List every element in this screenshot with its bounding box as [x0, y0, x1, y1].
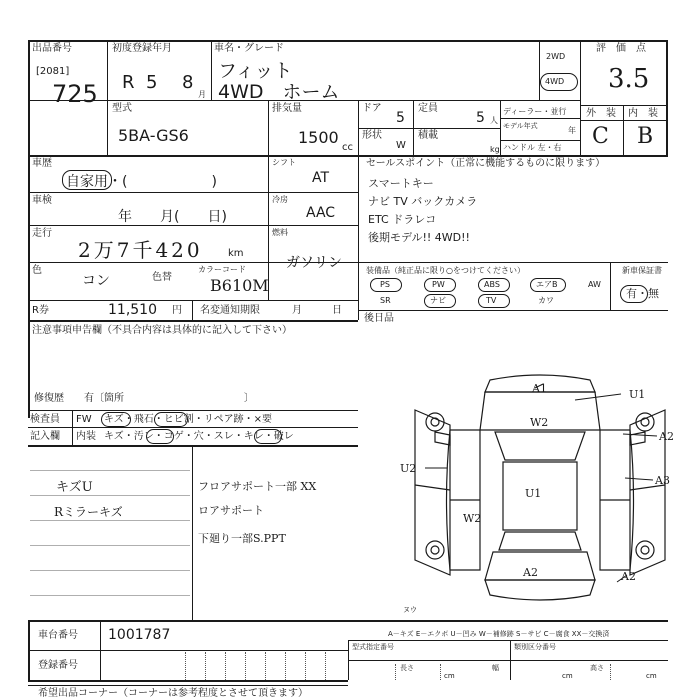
equip-pw: PW [432, 280, 445, 289]
notes-title: 注意事項申告欄（不具合内容は具体的に記入して下さい） [32, 325, 292, 336]
model-label: 型式 [112, 103, 132, 114]
length-label: 長さ [400, 664, 414, 672]
inspector-label2: 記入欄 [30, 431, 60, 442]
height-label: 高さ [590, 664, 604, 672]
diagram-label-a1: A1 [532, 382, 547, 395]
shape-value: W [396, 140, 406, 151]
km-unit: km [228, 248, 244, 259]
note-right-1: フロアサポート一部 XX [198, 480, 317, 493]
capacity-value: 5 [476, 110, 485, 126]
size-label-1: 型式指定番号 [352, 643, 394, 651]
diagram-label-w2-left: W2 [463, 512, 482, 525]
reg-no-label: 登録番号 [38, 660, 78, 671]
color-label: 色 [32, 265, 42, 276]
deadline-value: 月 日 [292, 305, 342, 316]
recycle-value: 11,510 [108, 302, 157, 318]
color-change-label: 色替 [152, 272, 172, 283]
drive-2wd: 2WD [546, 52, 566, 61]
equip-tv: TV [486, 296, 497, 305]
interior-grade: B [637, 124, 654, 149]
doors-value: 5 [396, 110, 405, 126]
note-right-2: ロアサポート [198, 504, 264, 517]
inspector-label: 検査員 [30, 414, 60, 425]
exterior-label: 外 装 [586, 108, 616, 119]
inspector-kizu-circle [101, 412, 131, 427]
height-cm: cm [646, 672, 657, 680]
color-code-label: カラーコード [198, 265, 246, 274]
inspector-tobiishi-circle [154, 412, 188, 427]
diagram-label-a2-right: A2 [659, 430, 674, 443]
yen-unit: 円 [172, 305, 182, 316]
model-year-label: モデル年式 [503, 122, 538, 130]
inspector-row2-tag: 内装 [76, 431, 96, 442]
sales-point-2: ナビ TV バックカメラ [368, 195, 478, 208]
sales-point-1: スマートキー [368, 177, 434, 190]
car-grade: 4WD ホーム [218, 81, 340, 103]
length-cm: cm [444, 672, 455, 680]
history-label: 車歴 [32, 158, 52, 169]
damage-legend: A－キズ E－エクボ U－凹み W－補修跡 S－サビ C－腐食 XX－交換済 [388, 630, 610, 638]
shape-label: 形状 [362, 130, 382, 141]
inspector-yogore-circle [146, 429, 174, 444]
shift-label: シフト [272, 158, 296, 167]
reg-era: R [122, 72, 135, 93]
history-value: 自家用・( ) [66, 174, 217, 190]
color-code-value: B610M [210, 276, 269, 295]
equip-sr: SR [380, 296, 391, 305]
diagram-label-a2-rear: A2 [523, 566, 538, 579]
equip-leather: カワ [538, 296, 554, 305]
note-left-1: キズU [56, 480, 93, 495]
diagram-label-a3: A3 [655, 474, 670, 487]
car-damage-diagram [395, 370, 685, 615]
equip-aw: AW [588, 280, 601, 289]
person-unit: 人 [490, 116, 498, 125]
diagram-label-w2-top: W2 [530, 416, 549, 429]
equip-airbag: エアB [536, 280, 558, 289]
equip-navi: ナビ [430, 296, 446, 305]
equip-abs: ABS [484, 280, 500, 289]
diagram-label-u2: U2 [400, 462, 417, 475]
name-label: 車名・グレード [214, 43, 284, 54]
sales-point-4: 後期モデル!! 4WD!! [368, 231, 470, 244]
ac-label: 冷房 [272, 195, 288, 204]
car-name: フィット [218, 60, 293, 82]
shift-value: AT [312, 170, 330, 186]
sales-title: セールスポイント（正常に機能するものに限ります） [366, 158, 606, 169]
handle-label: ハンドル 左・右 [503, 143, 562, 152]
inspection-value: 年 月( 日) [118, 209, 227, 225]
ac-value: AAC [306, 205, 336, 221]
displacement-value: 1500 [298, 128, 339, 147]
lot-number: 725 [52, 80, 98, 108]
load-label: 積載 [418, 130, 438, 141]
deadline-label: 名変通知期限 [200, 305, 260, 316]
dealer-label: ディーラー・並行 [503, 107, 567, 116]
doors-label: ドア [362, 103, 382, 114]
inspector-row1-tag: FW [76, 414, 92, 425]
warranty-label: 新車保証書 [622, 266, 662, 275]
lot-sub: [2081] [36, 66, 70, 77]
chassis-label: 車台番号 [38, 630, 78, 641]
inspector-sure-circle [254, 429, 282, 444]
model-value: 5BA-GS6 [118, 126, 189, 145]
reg-label: 初度登録年月 [112, 43, 172, 54]
reg-year: 5 [146, 72, 158, 93]
rear-label: 後日品 [364, 313, 394, 324]
note-left-2: Rミラーキズ [54, 505, 123, 519]
diagram-label-a2-corner: A2 [621, 570, 636, 583]
mileage-label: 走行 [32, 228, 52, 239]
size-label-2: 類別区分番号 [514, 643, 556, 651]
repair-label: 修復歴 有〔箇所 〕 [34, 393, 254, 404]
interior-label: 内 装 [628, 108, 658, 119]
year-unit: 年 [568, 126, 576, 135]
cc-unit: cc [342, 142, 353, 153]
sales-point-3: ETC ドラレコ [368, 213, 437, 226]
capacity-label: 定員 [418, 103, 438, 114]
month-unit: 月 [198, 90, 206, 99]
reg-month: 8 [182, 72, 194, 93]
fuel-label: 燃料 [272, 228, 288, 237]
color-value: コン [82, 273, 110, 289]
exterior-grade: C [592, 124, 609, 149]
width-cm: cm [562, 672, 573, 680]
warranty-value: 有・無 [626, 287, 659, 300]
diagram-label-u1-top: U1 [629, 388, 646, 401]
chassis-value: 1001787 [108, 627, 171, 643]
equipment-title: 装備品（純正品に限り○をつけてください） [366, 266, 525, 275]
inspector-row2: キズ・汚レ・コゲ・穴・スレ・キレ・破レ [104, 431, 294, 442]
inspector-row1: キズ・飛石・ヒビ割・リペア跡・×要 [104, 414, 272, 425]
drive-4wd: 4WD [545, 77, 565, 86]
width-label: 幅 [492, 664, 499, 672]
bottom-label: 希望出品コーナー（コーナーは参考程度とさせて頂きます） [38, 688, 308, 699]
score-value: 3.5 [608, 64, 650, 94]
note-right-3: 下廻り一部S.PPT [198, 532, 286, 545]
displacement-label: 排気量 [272, 103, 302, 114]
equip-ps: PS [380, 280, 390, 289]
diagram-label-u1-center: U1 [525, 487, 542, 500]
score-label: 評 価 点 [596, 43, 646, 54]
diagram-small-label: ヌウ [403, 606, 417, 614]
mileage-value: 2万7千420 [78, 238, 203, 262]
fuel-value: ガソリン [286, 255, 342, 271]
recycle-label: R券 [32, 305, 49, 316]
kg-unit: kg [490, 145, 500, 154]
lot-label: 出品番号 [32, 43, 72, 54]
inspection-label: 車検 [32, 195, 52, 206]
